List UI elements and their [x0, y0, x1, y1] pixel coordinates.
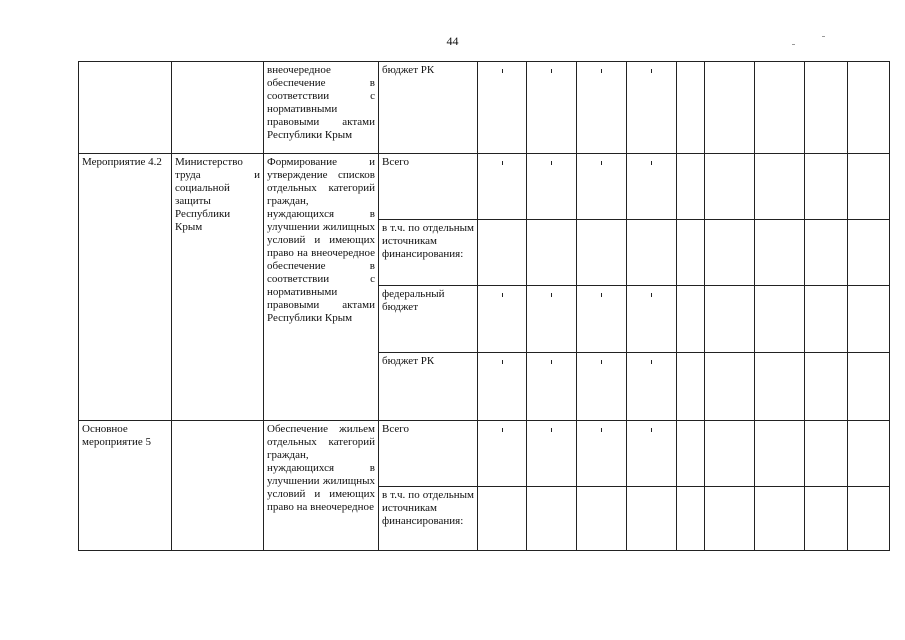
value-cell [577, 154, 627, 220]
activity-cell: Обеспечение жильем отдельных категорий граждан, нуждающихся в улучшении жилищных условий и имеющих право на внеочередное [264, 421, 379, 551]
value-cell [755, 154, 805, 220]
value-cell [677, 154, 705, 220]
value-cell [627, 487, 677, 551]
value-cell [755, 421, 805, 487]
executor-cell [172, 421, 264, 551]
executor-cell [172, 62, 264, 154]
funding-source-cell: федеральный бюджет [379, 286, 478, 353]
table-row [79, 62, 890, 154]
value-cell [627, 220, 677, 286]
funding-source-cell: в т.ч. по отдельным источникам финансирования: [379, 487, 478, 551]
value-cell [805, 62, 848, 154]
value-cell [577, 220, 627, 286]
value-cell [478, 62, 527, 154]
value-cell [527, 62, 577, 154]
value-cell [705, 286, 755, 353]
value-cell [755, 220, 805, 286]
funding-source-cell: бюджет РК [379, 353, 478, 421]
value-cell [627, 62, 677, 154]
value-cell [527, 353, 577, 421]
value-cell [805, 154, 848, 220]
measure-cell [79, 62, 172, 154]
table-row [79, 421, 890, 487]
value-cell [627, 421, 677, 487]
funding-source-cell: Всего [379, 154, 478, 220]
value-cell [848, 353, 890, 421]
value-cell [755, 487, 805, 551]
value-cell [577, 421, 627, 487]
value-cell [677, 62, 705, 154]
value-cell [627, 286, 677, 353]
value-cell [577, 353, 627, 421]
value-cell [677, 353, 705, 421]
value-cell [527, 487, 577, 551]
value-cell [527, 421, 577, 487]
value-cell [527, 154, 577, 220]
scan-speck [792, 44, 795, 45]
value-cell [705, 220, 755, 286]
executor-cell: Министерство труда и социальной защиты Республики Крым [172, 154, 264, 421]
value-cell [805, 353, 848, 421]
value-cell [848, 220, 890, 286]
value-cell [627, 154, 677, 220]
value-cell [478, 353, 527, 421]
value-cell [677, 220, 705, 286]
value-cell [705, 353, 755, 421]
value-cell [527, 286, 577, 353]
value-cell [478, 421, 527, 487]
scan-speck [822, 36, 825, 37]
activity-cell: Формирование и утверждение списков отдельных категорий граждан, нуждающихся в улучшении жилищных условий и имеющих право на внеочередное обеспечение в соответствии с нормативными правовыми актами Республики Крым [264, 154, 379, 421]
value-cell [755, 286, 805, 353]
value-cell [577, 286, 627, 353]
funding-source-cell: в т.ч. по отдельным источникам финансирования: [379, 220, 478, 286]
value-cell [848, 286, 890, 353]
value-cell [527, 220, 577, 286]
value-cell [755, 62, 805, 154]
funding-source-cell: Всего [379, 421, 478, 487]
value-cell [705, 62, 755, 154]
value-cell [478, 220, 527, 286]
value-cell [755, 353, 805, 421]
measure-cell: Основное мероприятие 5 [79, 421, 172, 551]
value-cell [627, 353, 677, 421]
value-cell [677, 421, 705, 487]
value-cell [478, 487, 527, 551]
value-cell [677, 286, 705, 353]
value-cell [848, 421, 890, 487]
value-cell [848, 154, 890, 220]
value-cell [848, 62, 890, 154]
value-cell [805, 220, 848, 286]
value-cell [577, 487, 627, 551]
value-cell [805, 286, 848, 353]
program-table [78, 61, 890, 551]
value-cell [677, 487, 705, 551]
measure-cell: Мероприятие 4.2 [79, 154, 172, 421]
table-row [79, 154, 890, 220]
page-number: 44 [446, 34, 459, 48]
activity-cell: внеочередное обеспечение в соответствии с нормативными правовыми актами Республики Крым [264, 62, 379, 154]
value-cell [705, 487, 755, 551]
value-cell [478, 286, 527, 353]
value-cell [705, 421, 755, 487]
value-cell [848, 487, 890, 551]
value-cell [805, 421, 848, 487]
value-cell [478, 154, 527, 220]
funding-source-cell: бюджет РК [379, 62, 478, 154]
value-cell [805, 487, 848, 551]
value-cell [705, 154, 755, 220]
value-cell [577, 62, 627, 154]
